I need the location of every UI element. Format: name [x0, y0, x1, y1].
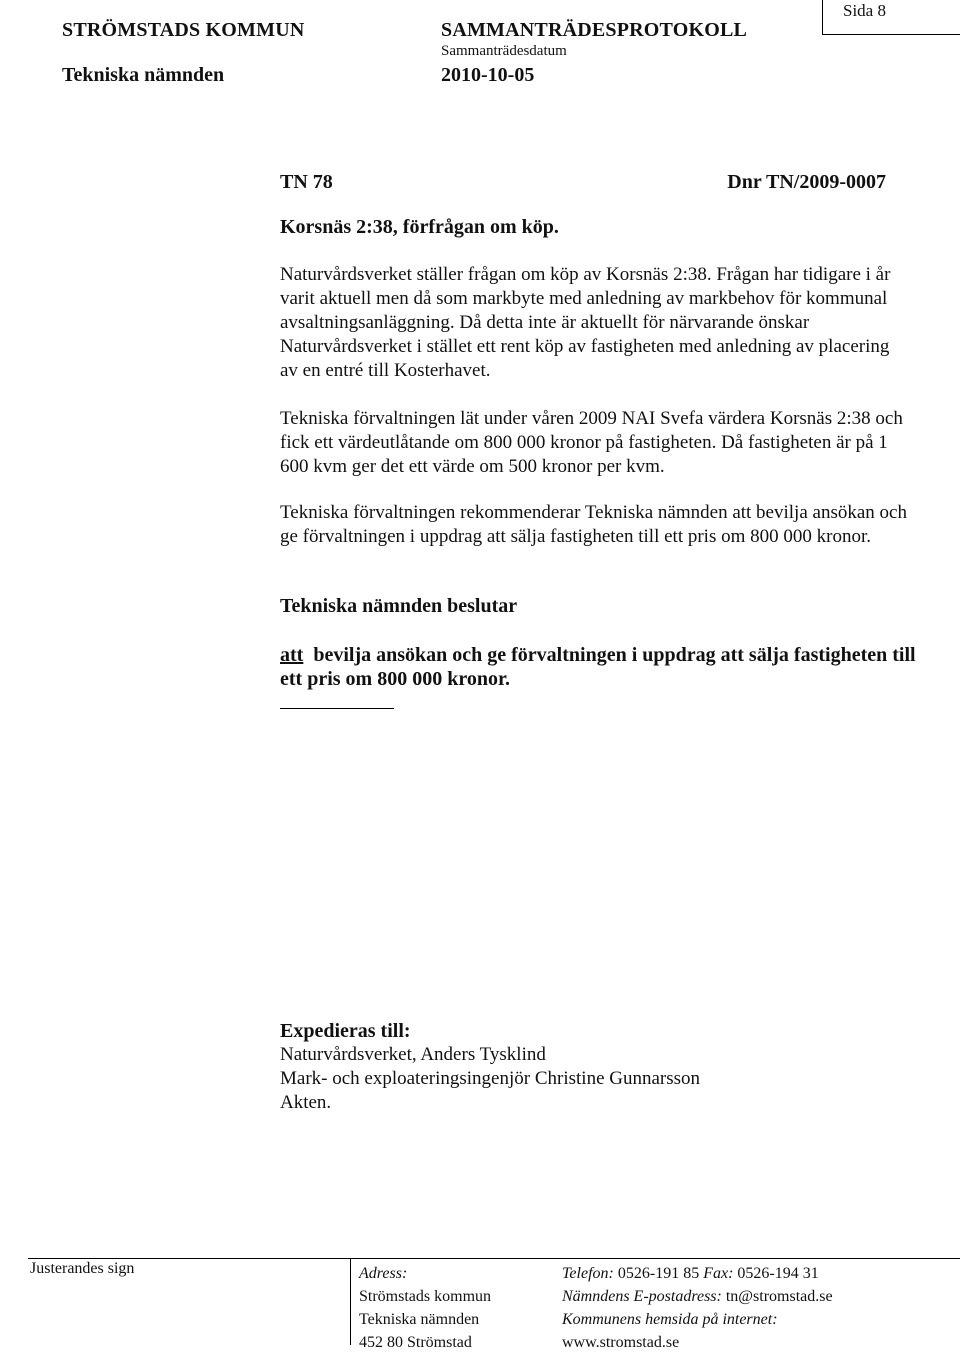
paragraph-recommendation: Tekniska förvaltningen rekommenderar Tekniska nämnden att bevilja ansökan och ge förvaltningen i uppdrag att sälja fastigheten till ett pris om 800 000 kronor.	[280, 502, 907, 547]
recipient: Akten.	[280, 1092, 332, 1113]
document-type: SAMMANTRÄDESPROTOKOLL	[441, 19, 748, 41]
phone-label: Telefon:	[562, 1265, 614, 1282]
section-divider	[280, 708, 394, 709]
address-line: Tekniska nämnden	[359, 1311, 480, 1328]
paragraph-valuation: Tekniska förvaltningen lät under våren 2009 NAI Svefa värdera Korsnäs 2:38 och fick ett värdeutlåtande om 800 000 kronor på fastigheten. Då fastigheten är på 1 600 kvm ger det ett värde om 500 kronor per kvm.	[280, 408, 903, 477]
municipality-name: STRÖMSTADS KOMMUN	[62, 19, 305, 41]
decision-att: att	[280, 644, 304, 666]
phone-fax-line	[562, 1262, 833, 1285]
page-number: Sida 8	[843, 1, 886, 20]
recipient: Naturvårdsverket, Anders Tysklind	[280, 1044, 546, 1065]
decision-text	[280, 643, 920, 691]
distribution-heading: Expedieras till:	[280, 1020, 411, 1042]
recipient: Mark- och exploateringsingenjör Christine Gunnarsson	[280, 1068, 701, 1089]
registration-number: Dnr TN/2009-0007	[727, 171, 886, 193]
signature-field-label: Justerandes sign	[30, 1260, 135, 1277]
decision-heading: Tekniska nämnden beslutar	[280, 595, 518, 617]
address-line: Strömstads kommun	[359, 1288, 492, 1305]
email-address[interactable]: tn@stromstad.se	[725, 1288, 833, 1305]
decision-body: bevilja ansökan och ge förvaltningen i uppdrag att sälja fastigheten till ett pris om 800 000 kronor.	[280, 644, 916, 690]
case-subject: Korsnäs 2:38, förfrågan om köp.	[280, 216, 559, 238]
email-label: Nämndens E-postadress:	[562, 1288, 722, 1305]
committee-name: Tekniska nämnden	[62, 64, 225, 86]
phone-number: 0526-191 85	[617, 1265, 700, 1282]
address-line: 452 80 Strömstad	[359, 1334, 472, 1351]
case-number: TN 78	[280, 171, 333, 193]
meeting-date-label: Sammanträdesdatum	[441, 43, 567, 59]
footer-contact	[562, 1262, 833, 1354]
footer-column-divider	[350, 1258, 351, 1345]
footer-divider	[28, 1258, 960, 1259]
website-label: Kommunens hemsida på internet:	[562, 1311, 778, 1328]
address-label: Adress:	[359, 1265, 408, 1282]
footer-address	[359, 1262, 491, 1354]
fax-label: Fax:	[703, 1265, 734, 1282]
meeting-date: 2010-10-05	[441, 64, 535, 86]
fax-number: 0526-194 31	[737, 1265, 819, 1282]
distribution-list	[280, 1043, 700, 1115]
paragraph-background: Naturvårdsverket ställer frågan om köp av Korsnäs 2:38. Frågan har tidigare i år varit aktuell men då som markbyte med anledning av markbehov för kommunal avsaltningsanläggning. Då detta inte är aktuellt för närvarande önskar Naturvårdsverket i stället ett rent köp av fastigheten med anledning av placering av en entré till Kosterhavet.	[280, 264, 891, 381]
website-link[interactable]: www.stromstad.se	[562, 1334, 680, 1351]
email-line	[562, 1285, 833, 1308]
